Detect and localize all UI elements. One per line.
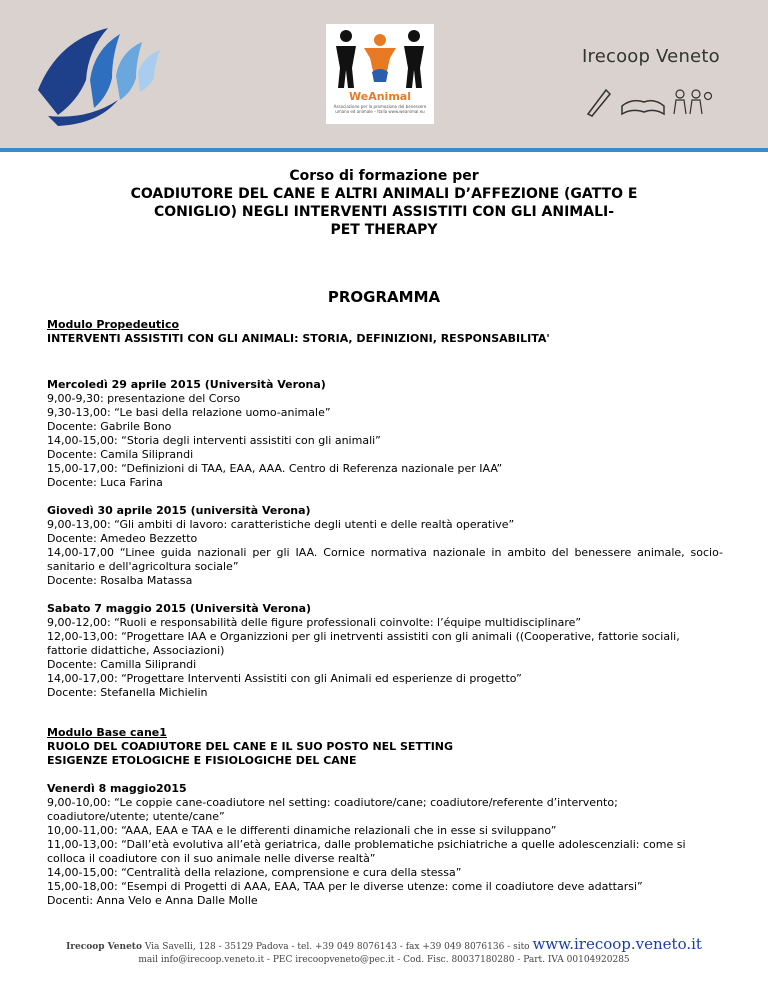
- title-line: PET THERAPY: [330, 222, 438, 238]
- irecoop-brand: Irecoop Veneto: [582, 46, 720, 67]
- schedule-line: 15,00-17,00: “Definizioni di TAA, EAA, AAA. Centro di Referenza nazionale per IAA”: [47, 462, 503, 475]
- schedule-line: 9,00-13,00: “Gli ambiti di lavoro: caratteristiche degli utenti e delle realtà operative”: [47, 518, 515, 531]
- wing-logo-icon: [28, 20, 168, 130]
- footer-website-link[interactable]: www.irecoop.veneto.it: [532, 935, 702, 953]
- schedule-line: Docente: Stefanella Michielin: [47, 686, 208, 699]
- day-heading: Mercoledì 29 aprile 2015 (Università Verona): [47, 378, 326, 391]
- title-line: Corso di formazione per: [289, 168, 479, 184]
- title-line: COADIUTORE DEL CANE E ALTRI ANIMALI D’AFFEZIONE (GATTO E: [130, 186, 638, 202]
- weanimal-logo-name: WeAnimal: [349, 90, 411, 103]
- module-title: Modulo Base cane1: [47, 726, 167, 739]
- schedule-line: Docente: Luca Farina: [47, 476, 163, 489]
- schedule-line: 14,00-15,00: “Centralità della relazione, comprensione e cura della stessa”: [47, 866, 462, 879]
- schedule-line: 11,00-13,00: “Dall’età evolutiva all’età geriatrica, dalle problematiche psichiatriche a quelle adolescenziali: come si colloca il coadiutore con il suo animale nelle diverse realtà”: [47, 838, 686, 865]
- schedule-line: 10,00-11,00: “AAA, EAA e TAA e le differenti dinamiche relazionali che in esse si sviluppano”: [47, 824, 557, 837]
- footer-line-1: [0, 935, 768, 954]
- schedule-line: 14,00-17,00: “Progettare Interventi Assistiti con gli Animali ed esperienze di progetto”: [47, 672, 522, 685]
- schedule-line: 9,00-10,00: “Le coppie cane-coadiutore nel setting: coadiutore/cane; coadiutore/referente d’intervento; coadiutore/utente; utente/cane”: [47, 796, 618, 823]
- letterhead-footer: [0, 935, 768, 967]
- day-heading: Venerdì 8 maggio2015: [47, 782, 187, 795]
- footer-line-2: mail info@irecoop.veneto.it - PEC irecoopveneto@pec.it - Cod. Fisc. 80037180280 - Part. IVA 00104920285: [138, 955, 630, 965]
- schedule-line: 9,00-9,30: presentazione del Corso: [47, 392, 241, 405]
- day-heading: Sabato 7 maggio 2015 (Università Verona): [47, 602, 312, 615]
- schedule-line: Docente: Rosalba Matassa: [47, 574, 193, 587]
- module-subtitle: INTERVENTI ASSISTITI CON GLI ANIMALI: STORIA, DEFINIZIONI, RESPONSABILITA': [47, 332, 550, 345]
- schedule-line: 9,00-12,00: “Ruoli e responsabilità delle figure professionali coinvolte: l’équipe multidisciplinare”: [47, 616, 582, 629]
- schedule-line: Docenti: Anna Velo e Anna Dalle Molle: [47, 894, 258, 907]
- schedule-line: 14,00-17,00 “Linee guida nazionali per gli IAA. Cornice normativa nazionale in ambito del benessere animale, socio-sanitario e dell'agricoltura sociale”: [47, 546, 723, 573]
- programma-heading: PROGRAMMA: [327, 288, 441, 306]
- program-content: [47, 318, 723, 908]
- schedule-line: 15,00-18,00: “Esempi di Progetti di AAA, EAA, TAA per le diverse utenze: come il coadiutore deve adattarsi”: [47, 880, 643, 893]
- weanimal-logo-subtitle: Associazione per la promozione del benessere umano ed animale – Italia www.weanimal.eu: [333, 104, 427, 114]
- day-heading: Giovedì 30 aprile 2015 (università Verona): [47, 504, 311, 517]
- schedule-line: Docente: Camilla Siliprandi: [47, 658, 197, 671]
- schedule-line: 12,00-13,00: “Progettare IAA e Organizzioni per gli inetrventi assistiti con gli animali ((Cooperative, fattorie sociali, fattorie didattiche, Associazioni): [47, 630, 680, 657]
- people-dog-logo-icon: [334, 28, 426, 90]
- module-subtitle: ESIGENZE ETOLOGICHE E FISIOLOGICHE DEL CANE: [47, 754, 357, 767]
- module-title: Modulo Propedeutico: [47, 318, 180, 331]
- schedule-line: Docente: Gabrile Bono: [47, 420, 172, 433]
- footer-company: Irecoop Veneto: [66, 942, 142, 952]
- footer-address: Via Savelli, 128 - 35129 Padova - tel. +39 049 8076143 - fax +39 049 8076136 - sito: [141, 942, 533, 952]
- schedule-line: 14,00-15,00: “Storia degli interventi assistiti con gli animali”: [47, 434, 381, 447]
- irecoop-icons: [584, 84, 714, 118]
- schedule-line: Docente: Camila Siliprandi: [47, 448, 194, 461]
- schedule-line: 9,30-13,00: “Le basi della relazione uomo-animale”: [47, 406, 331, 419]
- header-divider: [0, 148, 768, 152]
- title-line: CONIGLIO) NEGLI INTERVENTI ASSISTITI CON GLI ANIMALI-: [153, 204, 615, 220]
- module-subtitle: RUOLO DEL COADIUTORE DEL CANE E IL SUO POSTO NEL SETTING: [47, 740, 454, 753]
- schedule-line: Docente: Amedeo Bezzetto: [47, 532, 198, 545]
- course-title: [60, 167, 708, 239]
